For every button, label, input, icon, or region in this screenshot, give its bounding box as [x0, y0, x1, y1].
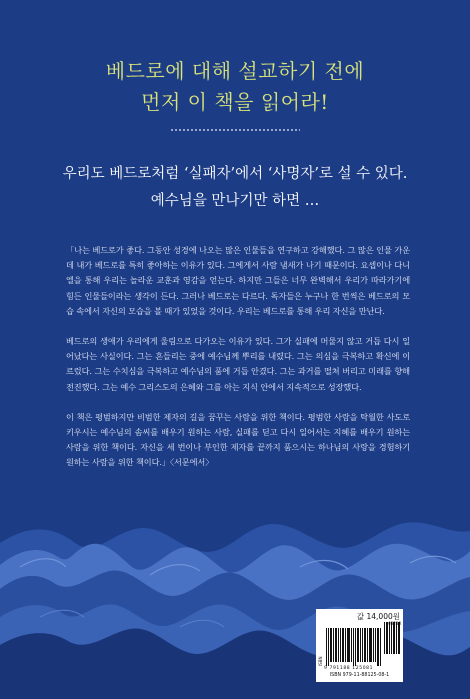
- barcode-digits: 9 791188 125081: [324, 666, 374, 671]
- headline: [0, 56, 470, 118]
- subheadline: [0, 161, 470, 215]
- subheadline-line-2: 예수님을 만나기만 하면 …: [150, 193, 320, 209]
- preface-paragraph-1: 「나는 베드로가 좋다. 그동안 성경에 나오는 많은 인물들을 연구하고 강해했다. 그 많은 인물 가운데 내가 베드로를 특히 좋아하는 이유가 있다. 그에게서 사람 냄새가 나기 때문이다. 요셉이나 다니엘을 통해 우리는 놀라운 교훈과 영감을 얻는다. 하지만 그들은 너무 완벽해서 우리가 따라가기에 힘든 인물들이라는 생각이 든다. 그러나 베드로는 다르다. 독자들은 누구나 한 번씩은 베드로의 모습 속에서 자신의 모습을 볼 때가 있었을 것이다. 우리는 베드로를 통해 우리 자신을 만난다.: [66, 245, 410, 316]
- dotted-divider: [170, 129, 300, 131]
- barcode-label: [316, 609, 403, 682]
- preface-excerpt: [66, 243, 410, 486]
- headline-line-1: 베드로에 대해 설교하기 전에: [105, 59, 365, 83]
- isbn-number: ISBN 979-11-88125-08-1: [329, 673, 390, 678]
- price-text: 값 14,000원: [356, 612, 400, 621]
- barcode-bars: [326, 622, 401, 666]
- preface-paragraph-2: 베드로의 생애가 우리에게 울림으로 다가오는 이유가 있다. 그가 실패에 머물지 않고 거듭 다시 일어났다는 사실이다. 그는 흔들리는 중에 예수님께 뿌리를 내렸다. 그는 의심을 극복하고 확신에 이르렀다. 그는 수치심을 극복하고 예수님의 품에 거듭 안겼다. 그는 과거를 떨쳐 버리고 미래를 향해 전진했다. 그는 예수 그리스도의 은혜와 그를 아는 지식 안에서 지속적으로 성장했다.: [66, 336, 410, 392]
- subheadline-line-1: 우리도 베드로처럼 ‘실패자’에서 ‘사명자’로 설 수 있다.: [62, 166, 408, 182]
- headline-line-2: 먼저 이 책을 읽어라!: [141, 90, 329, 114]
- isbn-side-label: ISBN: [318, 656, 323, 666]
- preface-paragraph-3: 이 책은 평범하지만 비범한 제자의 길을 꿈꾸는 사람을 위한 책이다. 평범한 사람을 탁월한 사도로 키우시는 예수님의 솜씨를 배우기 원하는 사람, 실패를 딛고 다시 일어서는 지혜를 배우기 원하는 사람을 위한 책이다. 자신을 세 번이나 부인한 제자를 끝까지 품으시는 하나님의 사랑을 경험하기 원하는 사람을 위한 책이다.」〈서문에서〉: [66, 411, 410, 468]
